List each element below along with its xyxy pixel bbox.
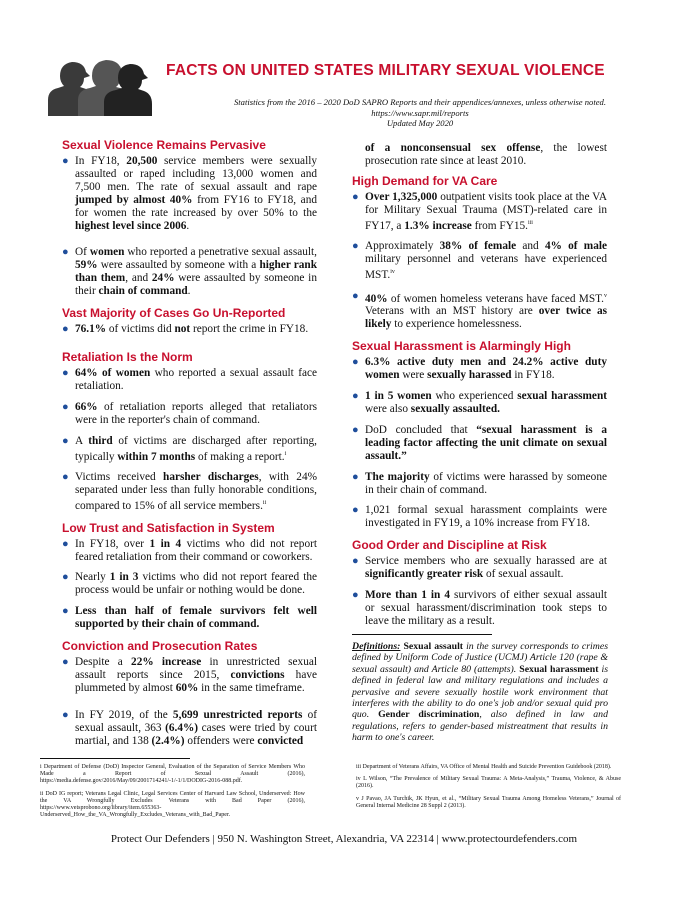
page-title: FACTS ON UNITED STATES MILITARY SEXUAL VIOLENCE: [166, 62, 605, 79]
bullet-icon: ●: [352, 423, 359, 436]
bullet-icon: ●: [352, 190, 359, 203]
bullet-icon: ●: [62, 656, 69, 669]
section-heading: Conviction and Prosecution Rates: [62, 639, 258, 654]
list-item: ● Nearly 1 in 3 victims who did not report feared the process would be unfair or nothing would be done.: [62, 571, 317, 597]
page-footer: Protect Our Defenders | 950 N. Washington Street, Alexandria, VA 22314 | www.protectourdefenders.com: [110, 833, 578, 845]
list-item: ● 40% of women homeless veterans have faced MST.$^v$ Veterans with an MST history are over twice as likely to experience homelessness.: [352, 289, 607, 331]
bullet-icon: ●: [352, 555, 359, 568]
bullet-icon: ●: [62, 471, 69, 484]
list-item: ● Less than half of female survivors felt well supported by their chain of command.: [62, 605, 317, 631]
bullet-icon: ●: [62, 246, 69, 259]
bullet-icon: ●: [352, 240, 359, 253]
section-heading: Low Trust and Satisfaction in System: [62, 520, 275, 535]
definitions-text: Definitions: Sexual assault in the survey corresponds to crimes defined by Uniform Code of Justice (UCMJ) Article 120 (rape & sexual assault) and Article 80 (attempts). Sexual harassment is defined in federal law and military regulations and includes a pervasive and severe sexually hostile work environment that interferes with the ability to do one's job and/or sexual quid pro quo. Gender discrimination, also defined in law and regulations, refers to gender-based mistreatment that results in harm to one's career.: [352, 641, 609, 744]
source-url[interactable]: https://www.sapr.mil/reports: [371, 107, 469, 118]
bullet-icon: ●: [62, 571, 69, 584]
bullet-icon: ●: [62, 323, 69, 336]
list-item: ● The majority of victims were harassed by someone in their chain of command.: [352, 470, 607, 496]
bullet-icon: ●: [352, 470, 359, 483]
list-item: ● DoD concluded that “sexual harassment is a leading factor affecting the unit climate on sexual assault.”: [352, 423, 607, 462]
divider: [40, 758, 190, 759]
page-subtitle: [160, 97, 680, 129]
list-item: ● In FY 2019, of the 5,699 unrestricted reports of sexual assault, 363 (6.4%) cases were tried by court martial, and 138 (2.4%) offenders were convicted: [62, 708, 317, 747]
bullet-icon: ●: [352, 356, 359, 369]
soldier-silhouettes-logo: [38, 56, 158, 118]
section-heading: Sexual Harassment is Alarmingly High: [352, 339, 571, 354]
bullet-icon: ●: [352, 390, 359, 403]
updated-date: Updated May 2020: [386, 118, 454, 129]
footnotes-left: [40, 764, 305, 824]
footnote: v J Pavao, JA Turchik, JK Hyun, et al., “Military Sexual Trauma Among Homeless Veterans,” Journal of General Internal Medicine 28 Suppl 2 (2013).: [356, 795, 621, 809]
footnotes-right: [356, 764, 621, 815]
continued-text: of a nonconsensual sex offense, the lowest prosecution rate since at least 2010.: [365, 142, 607, 167]
list-item: ● 76.1% of victims did not report the crime in FY18.: [62, 323, 309, 336]
source-note: Statistics from the 2016 – 2020 DoD SAPRO Reports and their appendices/annexes, unless otherwise noted.: [233, 97, 607, 107]
list-item: ● 64% of women who reported a sexual assault face retaliation.: [62, 366, 317, 392]
bullet-icon: ●: [62, 434, 69, 447]
bullet-icon: ●: [62, 605, 69, 618]
section-heading: Vast Majority of Cases Go Un-Reported: [62, 306, 286, 321]
list-item: ● In FY18, over 1 in 4 victims who did not report feared retaliation from their command or coworkers.: [62, 537, 317, 563]
list-item: ● A third of victims are discharged after reporting, typically within 7 months of making a report.$^i$: [62, 434, 318, 463]
section-heading: Sexual Violence Remains Pervasive: [62, 138, 266, 152]
list-item: ● More than 1 in 4 survivors of either sexual assault or sexual harassment/discrimination took steps to leave the military as a result.: [352, 589, 607, 627]
left-column: [62, 138, 317, 756]
list-item: ● 1 in 5 women who experienced sexual harassment were also sexually assaulted.: [352, 390, 607, 415]
footnote: iv L Wilson, “The Prevalence of Military Sexual Trauma: A Meta-Analysis,” Trauma, Violence, & Abuse (2016).: [356, 776, 621, 790]
bullet-icon: ●: [352, 589, 359, 602]
bullet-icon: ●: [62, 155, 69, 167]
section-heading: High Demand for VA Care: [352, 173, 498, 188]
section-heading: Good Order and Discipline at Risk: [352, 538, 547, 553]
right-column: [352, 142, 607, 636]
divider: [352, 634, 492, 635]
footnote: i Department of Defense (DoD) Inspector General, Evaluation of the Separation of Service Members Who Made a Report of Sexual Assault (2016), https://media.defense.gov/2016/May/09/2001714241/-1/-1/1/DODIG-2016-088.pdf.: [40, 764, 305, 785]
list-item: ● Approximately 38% of female and 4% of male military personnel and veterans have experienced MST.$^{iv}$: [352, 240, 607, 281]
footnote: ii DoD IG report; Veterans Legal Clinic, Legal Services Center of Harvard Law School, Underserved: How the VA Wrongfully Excludes Veterans with Bad Paper (2016), https://www.vetsprobono.org/library/item.655363-Underserved_How_the_VA_Wrongfully_Excludes_Veterans_with_Bad_Paper.: [40, 790, 305, 819]
list-item: ● Despite a 22% increase in unrestricted sexual assault reports since 2015, convictions have plummeted by almost 60% in the same timeframe.: [62, 656, 317, 694]
bullet-icon: ●: [352, 504, 359, 517]
list-item: ● 66% of retaliation reports alleged that retaliators were in the reporter's chain of command.: [62, 400, 317, 426]
footnote: iii Department of Veterans Affairs, VA Office of Mental Health and Suicide Prevention Guidebook (2018).: [356, 764, 612, 770]
bullet-icon: ●: [62, 537, 69, 550]
bullet-icon: ●: [62, 708, 69, 721]
list-item: ● Of women who reported a penetrative sexual assault, 59% were assaulted by someone with a higher rank than them, and 24% were assaulted by someone in their chain of command.: [62, 246, 317, 298]
list-item: ● Victims received harsher discharges, with 24% separated under less than fully honorable conditions, compared to 15% of all service members.$^{ii}$: [62, 471, 318, 512]
section-heading: Retaliation Is the Norm: [62, 349, 193, 364]
list-item: ● In FY18, 20,500 service members were sexually assaulted or raped including 13,000 women and 7,500 men. The rate of sexual assault and rape jumped by almost 40% from FY16 to FY18, and for women the rate increased by over 50% to the highest level since 2006.: [62, 155, 317, 232]
list-item: ● 1,021 formal sexual harassment complaints were investigated in FY19, a 10% increase from FY18.: [352, 504, 607, 530]
bullet-icon: ●: [62, 400, 69, 413]
bullet-icon: ●: [352, 289, 359, 302]
list-item: ● Over 1,325,000 outpatient visits took place at the VA for Military Sexual Trauma (MST)-related care in FY17, a 1.3% increase from FY15.$^{iii}$: [352, 190, 607, 232]
list-item: ● 6.3% active duty men and 24.2% active duty women were sexually harassed in FY18.: [352, 356, 607, 382]
list-item: ● Service members who are sexually harassed are at significantly greater risk of sexual assault.: [352, 555, 607, 581]
definitions-box: [352, 634, 608, 744]
bullet-icon: ●: [62, 366, 69, 379]
